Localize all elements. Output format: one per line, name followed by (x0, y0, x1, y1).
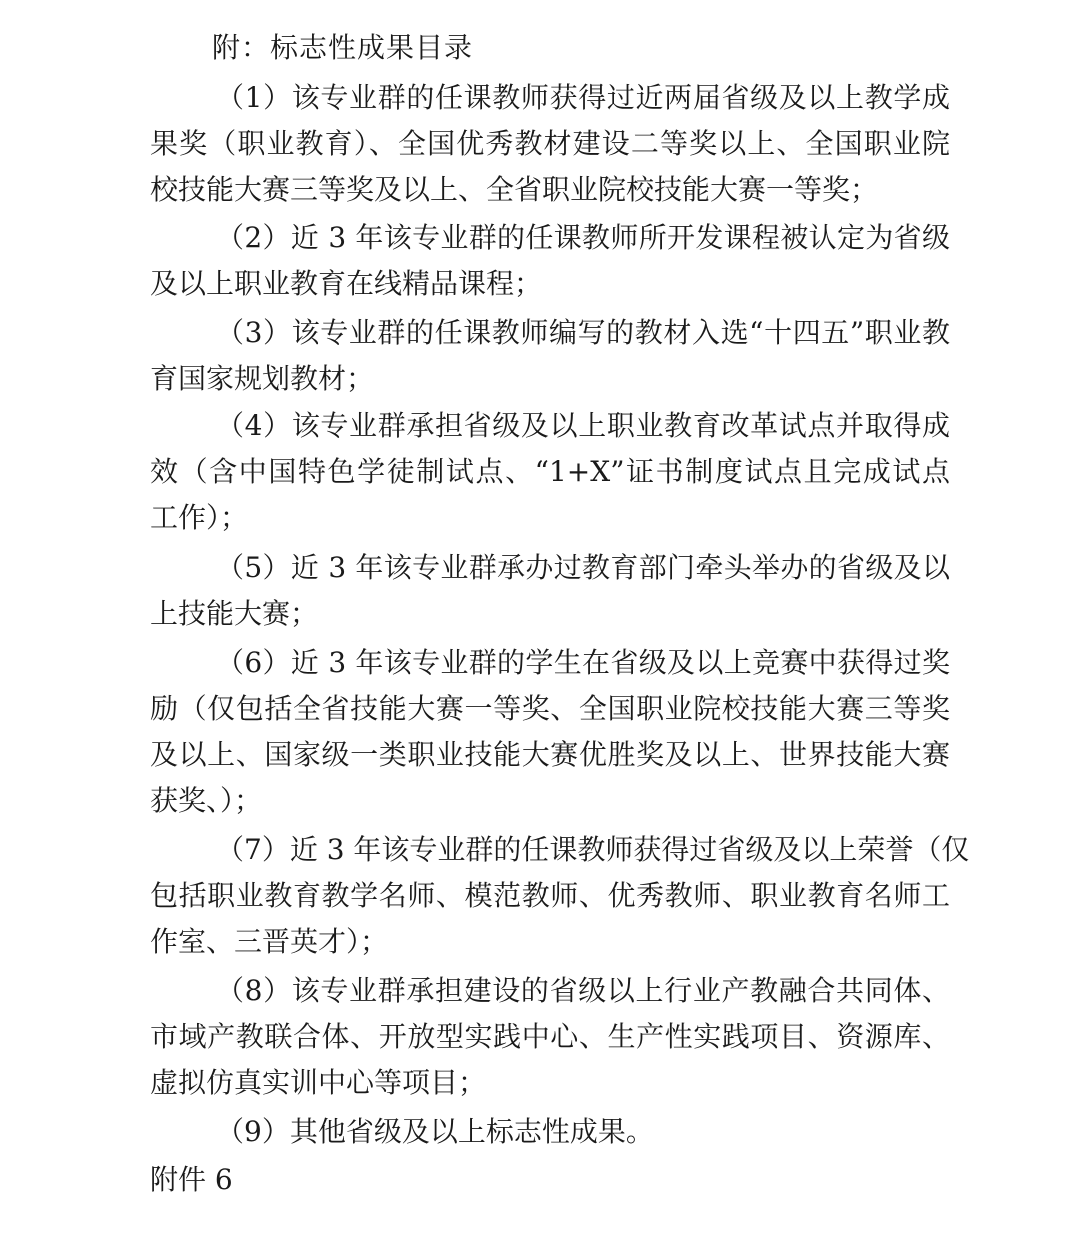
item-2-line-2: 及以上职业教育在线精品课程； (150, 267, 543, 300)
item-5-line-2: 上技能大赛； (150, 597, 319, 630)
attachment-label: 附件 6 (150, 1163, 233, 1196)
item-1-line-3: 校技能大赛三等奖及以上、全省职业院校技能大赛一等奖； (150, 173, 879, 206)
item-4-line-2: 效（含中国特色学徒制试点、“1+X”证书制度试点且完成试点 (150, 455, 950, 488)
item-1-line-1: （1）该专业群的任课教师获得过近两届省级及以上教学成 (216, 81, 950, 114)
item-6-line-1: （6）近 3 年该专业群的学生在省级及以上竞赛中获得过奖 (216, 646, 950, 679)
item-6-line-3: 及以上、国家级一类职业技能大赛优胜奖及以上、世界技能大赛 (150, 738, 950, 771)
item-5-line-1: （5）近 3 年该专业群承办过教育部门牵头举办的省级及以 (216, 551, 950, 584)
item-8-line-3: 虚拟仿真实训中心等项目； (150, 1066, 487, 1099)
item-7-line-2: 包括职业教育教学名师、模范教师、优秀教师、职业教育名师工 (150, 879, 950, 912)
item-9-line-1: （9）其他省级及以上标志性成果。 (216, 1115, 654, 1148)
item-8-line-1: （8）该专业群承担建设的省级以上行业产教融合共同体、 (216, 974, 950, 1007)
item-2-line-1: （2）近 3 年该专业群的任课教师所开发课程被认定为省级 (216, 221, 950, 254)
item-7-line-3: 作室、三晋英才）； (150, 925, 389, 958)
item-6-line-4: 获奖、）； (150, 784, 263, 817)
item-6-line-2: 励（仅包括全省技能大赛一等奖、全国职业院校技能大赛三等奖 (150, 692, 950, 725)
item-3-line-2: 育国家规划教材； (150, 362, 375, 395)
item-3-line-1: （3）该专业群的任课教师编写的教材入选“十四五”职业教 (216, 316, 950, 349)
item-8-line-2: 市域产教联合体、开放型实践中心、生产性实践项目、资源库、 (150, 1020, 950, 1053)
item-4-line-1: （4）该专业群承担省级及以上职业教育改革试点并取得成 (216, 409, 950, 442)
item-7-line-1: （7）近 3 年该专业群的任课教师获得过省级及以上荣誉（仅 (216, 833, 970, 866)
item-1-line-2: 果奖（职业教育）、全国优秀教材建设二等奖以上、全国职业院 (150, 127, 950, 160)
section-heading: 附：标志性成果目录 (212, 31, 474, 64)
item-4-line-3: 工作）； (150, 501, 249, 534)
